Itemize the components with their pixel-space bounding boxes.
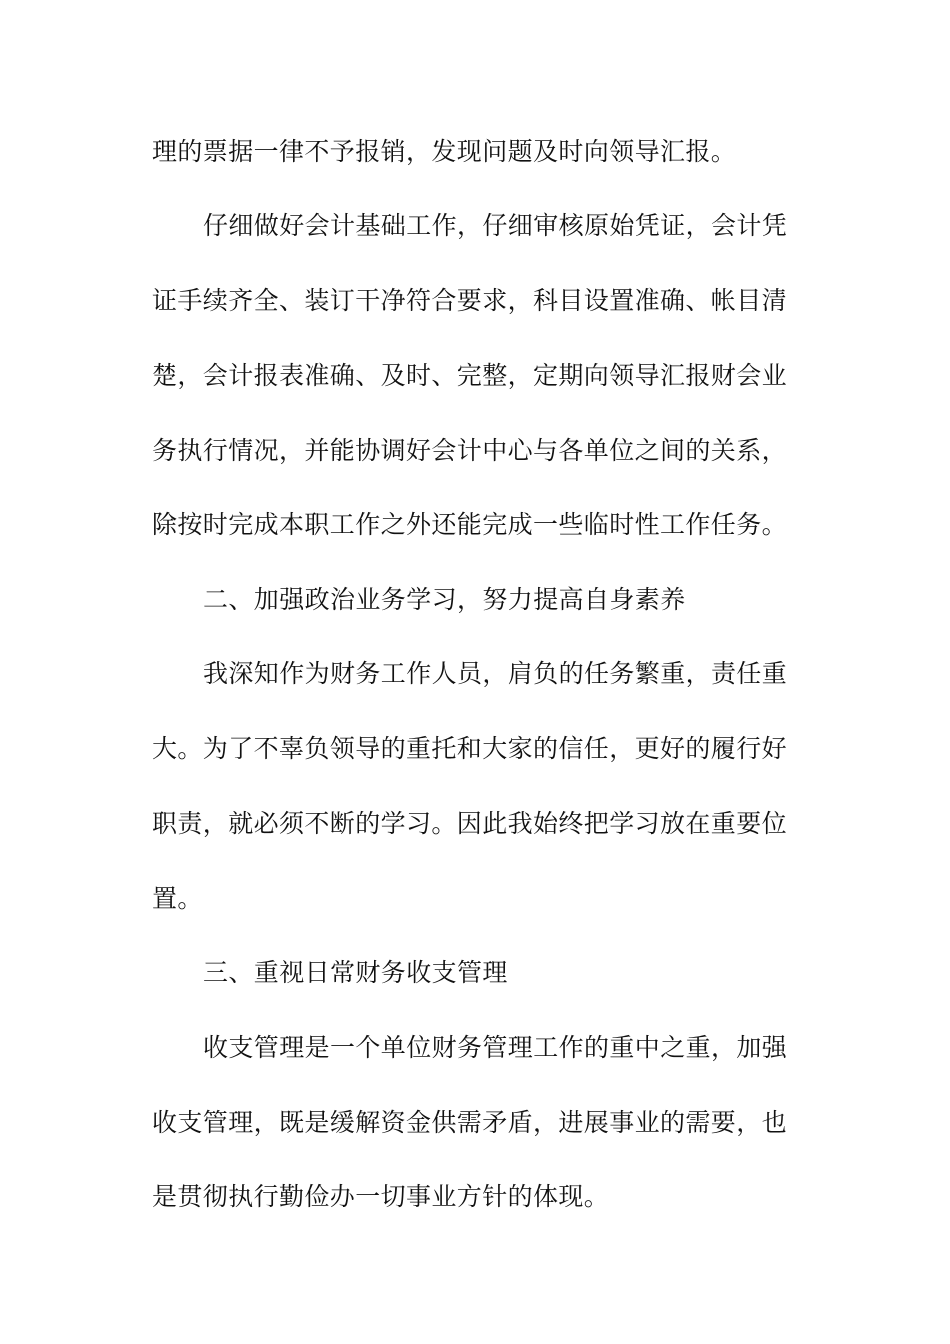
text-line: 收支管理是一个单位财务管理工作的重中之重，加强 <box>203 1033 788 1062</box>
text-line: 务执行情况，并能协调好会计中心与各单位之间的关系， <box>152 436 788 465</box>
text-line: 楚，会计报表准确、及时、完整，定期向领导汇报财会业 <box>152 361 788 390</box>
text-line: 收支管理，既是缓解资金供需矛盾，进展事业的需要，也 <box>152 1108 788 1137</box>
text-line: 是贯彻执行勤俭办一切事业方针的体现。 <box>152 1182 610 1211</box>
section-heading: 二、加强政治业务学习，努力提高自身素养 <box>203 585 686 614</box>
text-line: 我深知作为财务工作人员，肩负的任务繁重，责任重 <box>203 659 788 688</box>
section-heading: 三、重视日常财务收支管理 <box>203 958 508 987</box>
text-line: 证手续齐全、装订干净符合要求，科目设置准确、帐目清 <box>152 286 788 315</box>
text-line: 职责，就必须不断的学习。因此我始终把学习放在重要位 <box>152 809 788 838</box>
text-line: 除按时完成本职工作之外还能完成一些临时性工作任务。 <box>152 510 788 539</box>
text-line: 大。为了不辜负领导的重托和大家的信任，更好的履行好 <box>152 734 788 763</box>
text-line: 仔细做好会计基础工作，仔细审核原始凭证，会计凭 <box>203 211 788 240</box>
text-line: 置。 <box>152 884 203 913</box>
text-line: 理的票据一律不予报销，发现问题及时向领导汇报。 <box>152 137 737 166</box>
